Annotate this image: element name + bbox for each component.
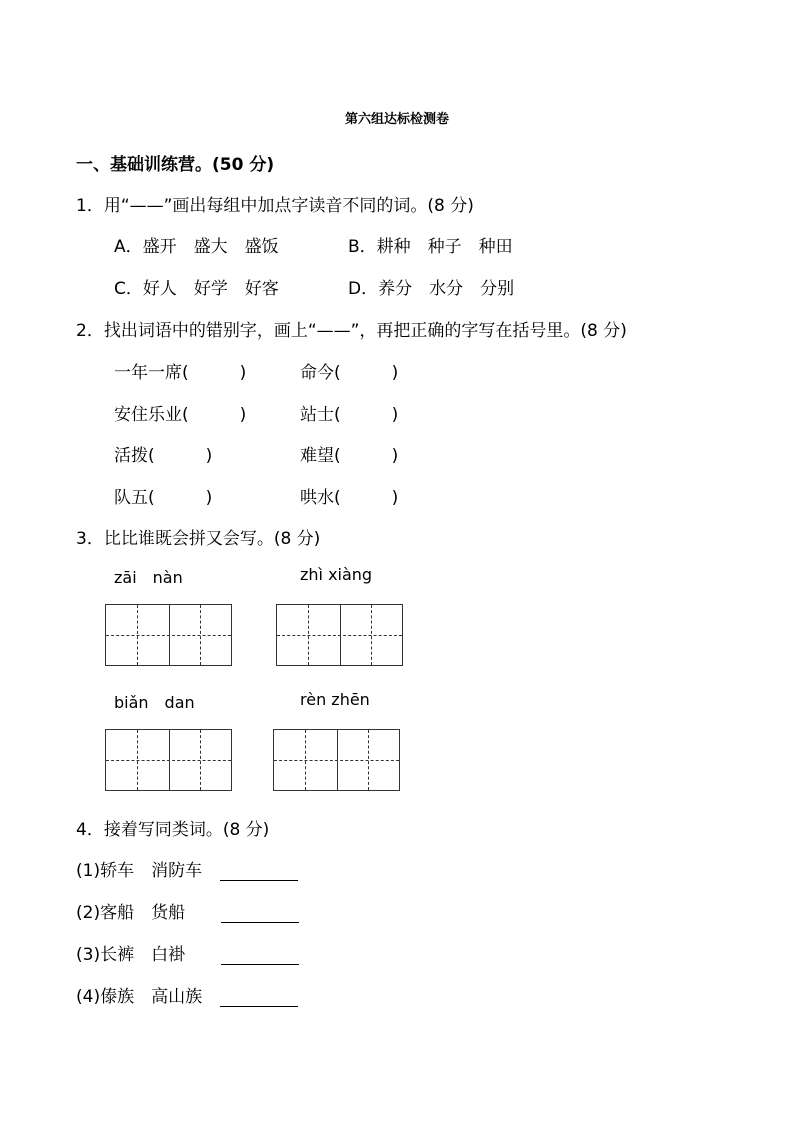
word-item: 命今( ) xyxy=(300,363,399,383)
category-words: (3)长裤 白褂 xyxy=(76,945,186,965)
answer-blank[interactable] xyxy=(221,904,299,923)
answer-blank[interactable] xyxy=(220,862,298,881)
option-c: C．好人 好学 好客 xyxy=(114,279,279,299)
category-words: (2)客船 货船 xyxy=(76,903,186,923)
word-item: 难望( ) xyxy=(300,446,399,466)
category-item xyxy=(76,898,299,923)
writing-grid[interactable] xyxy=(273,729,400,791)
word-item: 哄水( ) xyxy=(300,488,399,508)
word-item: 队五( ) xyxy=(114,488,213,508)
option-a: A．盛开 盛大 盛饭 xyxy=(114,237,279,257)
option-b: B．耕种 种子 种田 xyxy=(348,237,513,257)
question-3-stem: 3．比比谁既会拼又会写。(8 分) xyxy=(76,529,321,549)
answer-blank[interactable] xyxy=(221,946,299,965)
page-title: 第六组达标检测卷 xyxy=(344,112,449,127)
question-4-stem: 4．接着写同类词。(8 分) xyxy=(76,820,270,840)
pinyin-label: zāi nàn xyxy=(114,568,183,587)
writing-grid[interactable] xyxy=(276,604,403,666)
writing-grid[interactable] xyxy=(105,604,232,666)
section-heading: 一、基础训练营。(50 分) xyxy=(76,155,275,175)
pinyin-label: biǎn dan xyxy=(114,693,195,712)
word-item: 一年一席( ) xyxy=(114,363,247,383)
word-item: 活拨( ) xyxy=(114,446,213,466)
pinyin-label: zhì xiàng xyxy=(300,565,373,584)
word-item: 安住乐业( ) xyxy=(114,405,247,425)
question-1-stem: 1．用“——”画出每组中加点字读音不同的词。(8 分) xyxy=(76,196,474,216)
category-words: (1)轿车 消防车 xyxy=(76,861,203,881)
word-item: 站士( ) xyxy=(300,405,399,425)
question-2-stem: 2．找出词语中的错别字，画上“——”，再把正确的字写在括号里。(8 分) xyxy=(76,321,627,341)
writing-grid[interactable] xyxy=(105,729,232,791)
category-item xyxy=(76,940,299,965)
category-item xyxy=(76,982,298,1007)
category-item xyxy=(76,856,298,881)
option-d: D．养分 水分 分别 xyxy=(348,279,515,299)
answer-blank[interactable] xyxy=(220,988,298,1007)
category-words: (4)傣族 高山族 xyxy=(76,987,203,1007)
pinyin-label: rèn zhēn xyxy=(300,690,370,709)
